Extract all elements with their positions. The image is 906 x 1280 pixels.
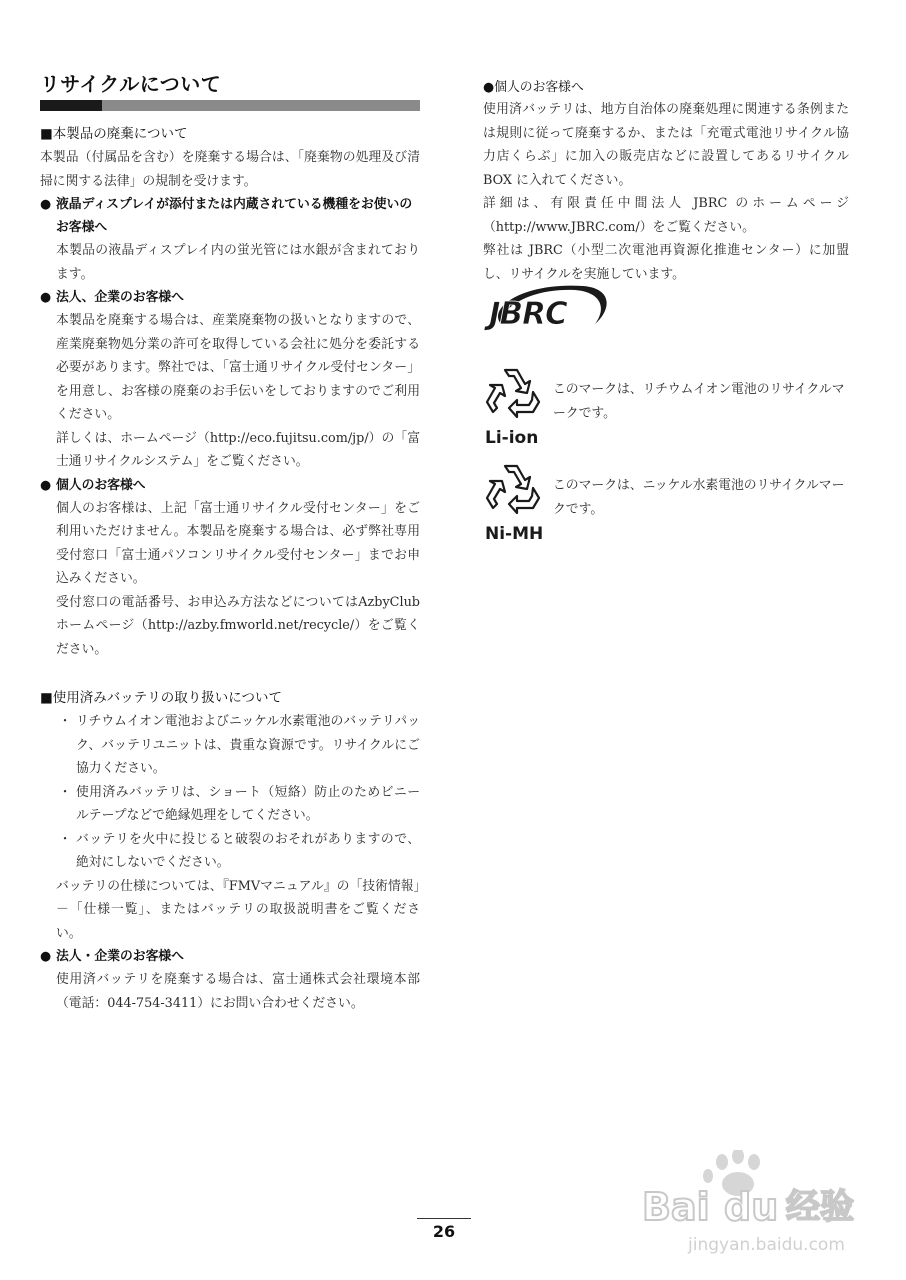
page-number: 26 [432,1222,456,1241]
list-item-text: 使用済みバッテリは、ショート（短絡）防止のためビニールテープなどで絶縁処理をしてください。 [76,784,420,823]
lcd-text: 本製品の液晶ディスプレイ内の蛍光管には水銀が含まれております。 [56,243,420,282]
list-item-text: バッテリを火中に投じると破裂のおそれがありますので、絶対にしないでください。 [76,831,420,870]
li-ion-label: Li-ion [485,428,539,448]
subheading-battery-personal-text: 個人のお客様へ [494,80,584,95]
watermark-brand: Bai [642,1185,710,1229]
li-ion-text: このマークは、リチウムイオン電池のリサイクルマークです。 [553,382,845,421]
ni-mh-label: Ni-MH [485,524,544,544]
left-column [40,70,420,1015]
subheading-battery-personal [483,78,849,98]
battery-corporate-text: 使用済バッテリを廃棄する場合は、富士通株式会社環境本部（電話：044-754-3411）にお問い合わせください。 [56,972,420,1011]
jbrc-logo [483,278,613,342]
bullet-mark: ・ [58,784,72,800]
ni-mh-recycle-mark [483,460,849,550]
subheading-battery-corporate-text: 法人・企業のお客様へ [56,949,184,964]
section-heading-battery: ■使用済みバッテリの取り扱いについて [40,690,282,706]
battery-spec-text: バッテリの仕様については、『FMVマニュアル』の「技術情報」－「仕様一覧」、またはバッテリの取扱説明書をご覧ください。 [56,878,420,941]
corporate-text-2: 詳しくは、ホームページ（http://eco.fujitsu.com/jp/）の「富士通リサイクルシステム」をご覧ください。 [56,430,420,469]
subheading-personal-text: 個人のお客様へ [56,477,146,493]
ni-mh-text: このマークは、ニッケル水素電池のリサイクルマークです。 [553,478,845,517]
battery-bullet-list [40,710,420,875]
list-item [40,710,420,781]
watermark-cn: 经验 [786,1187,854,1227]
bullet-dot: ● [40,477,52,493]
list-item [40,781,420,828]
jbrc-logo-text: JBRC [489,296,567,332]
footer-rule [417,1218,471,1219]
subheading-corporate-text: 法人、企業のお客様へ [56,290,184,305]
personal-text-2: 受付窓口の電話番号、お申込み方法などについてはAzbyClubホームページ（http://azby.fmworld.net/recycle/）をご覧ください。 [56,594,420,657]
subheading-battery-corporate [40,945,420,968]
bullet-dot: ● [483,80,495,95]
right-column [483,78,849,544]
page-title: リサイクルについて [40,72,222,96]
recycle-icon [483,364,543,420]
subheading-personal [40,474,420,497]
subheading-corporate [40,286,420,309]
subheading-lcd [40,193,420,239]
bullet-mark: ・ [58,831,72,847]
corporate-text-1: 本製品を廃棄する場合は、産業廃棄物の扱いとなりますので、産業廃棄物処分業の許可を取得している会社に処分を委託する必要があります。弊社では、「富士通リサイクル受付センター」を用意し、お客様の廃棄のお手伝いをしておりますのでご利用ください。 [56,313,420,422]
watermark-url: jingyan.baidu.com [688,1235,845,1255]
bullet-dot: ● [40,290,52,305]
li-ion-recycle-mark [483,364,849,454]
section-heading-disposal: ■本製品の廃棄について [40,126,188,142]
title-underline-bar [40,100,420,111]
list-item-text: リチウムイオン電池およびニッケル水素電池のバッテリパック、バッテリユニットは、貴重な資源です。リサイクルにご協力ください。 [76,714,420,776]
battery-personal-text-3: 弊社は JBRC（小型二次電池再資源化推進センター）に加盟し、リサイクルを実施しています。 [483,243,849,282]
personal-text-1: 個人のお客様は、上記「富士通リサイクル受付センター」をご利用いただけません。本製品を廃棄する場合は、必ず弊社専用受付窓口「富士通パソコンリサイクル受付センター」までお申込みください。 [56,500,420,586]
subheading-lcd-text: 液晶ディスプレイが添付または内蔵されている機種をお使いのお客様へ [56,197,413,235]
battery-personal-text-1: 使用済バッテリは、地方自治体の廃棄処理に関連する条例または規則に従って廃棄するか、または「充電式電池リサイクル協力店くらぶ」に加入の販売店などに設置してあるリサイクル BOX に入れてください。 [483,102,849,188]
list-item [40,828,420,875]
watermark-brand-2: du [724,1185,779,1229]
baidu-watermark [640,1150,870,1260]
bullet-mark: ・ [58,714,72,729]
disposal-intro: 本製品（付属品を含む）を廃棄する場合は、「廃棄物の処理及び清掃に関する法律」の規制を受けます。 [40,150,420,189]
battery-personal-text-2: 詳細は、有限責任中間法人 JBRC のホームページ（http://www.JBRC.com/）をご覧ください。 [483,196,849,235]
bullet-dot: ● [40,197,52,212]
recycle-icon [483,460,543,516]
bullet-dot: ● [40,949,52,964]
